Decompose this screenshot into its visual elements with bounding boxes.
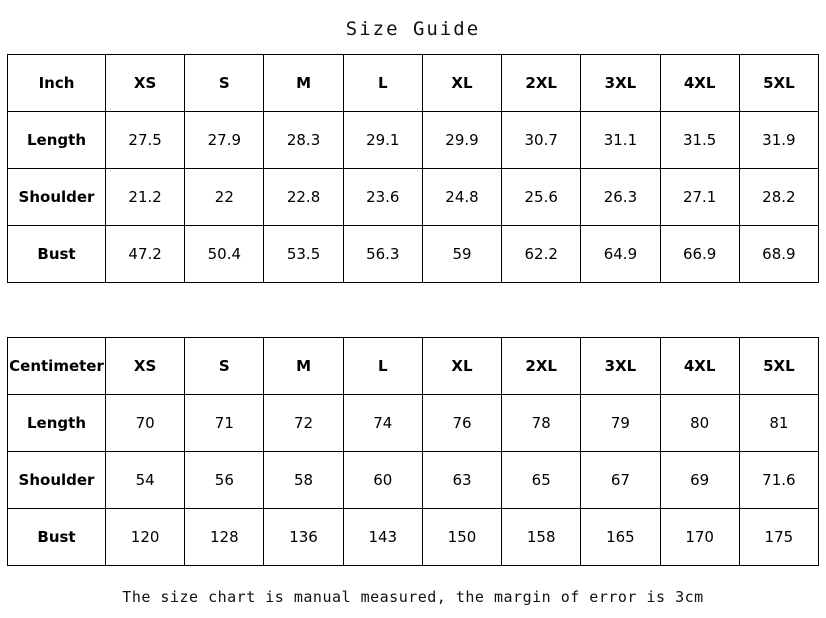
cell-value: 54 [106,452,185,509]
size-header-5xl: 5XL [739,338,818,395]
table-row [8,452,819,509]
cell-value: 31.9 [739,112,818,169]
cell-value: 76 [422,395,501,452]
cell-value: 70 [106,395,185,452]
size-header-xl: XL [422,55,501,112]
cell-value: 67 [581,452,660,509]
cell-value: 66.9 [660,226,739,283]
size-header-s: S [185,55,264,112]
cell-value: 170 [660,509,739,566]
cell-value: 29.1 [343,112,422,169]
size-header-2xl: 2XL [502,55,581,112]
cell-value: 81 [739,395,818,452]
cell-value: 62.2 [502,226,581,283]
cell-value: 56 [185,452,264,509]
cell-value: 24.8 [422,169,501,226]
cell-value: 60 [343,452,422,509]
size-table-inch [7,54,819,283]
table-spacer [0,283,826,337]
cell-value: 120 [106,509,185,566]
row-label-bust: Bust [8,226,106,283]
cell-value: 74 [343,395,422,452]
table-row [8,509,819,566]
cell-value: 27.9 [185,112,264,169]
cell-value: 143 [343,509,422,566]
cell-value: 30.7 [502,112,581,169]
cell-value: 64.9 [581,226,660,283]
cell-value: 25.6 [502,169,581,226]
cell-value: 28.2 [739,169,818,226]
cell-value: 71.6 [739,452,818,509]
row-label-length: Length [8,112,106,169]
row-label-shoulder: Shoulder [8,452,106,509]
cell-value: 69 [660,452,739,509]
table-row [8,169,819,226]
cell-value: 22 [185,169,264,226]
unit-label-centimeter: Centimeter [8,338,106,395]
cell-value: 53.5 [264,226,343,283]
unit-label-inch: Inch [8,55,106,112]
size-table-centimeter [7,337,819,566]
size-header-xs: XS [106,55,185,112]
cell-value: 150 [422,509,501,566]
page-title: Size Guide [345,18,481,40]
table-row [8,395,819,452]
cell-value: 79 [581,395,660,452]
size-header-l: L [343,338,422,395]
size-header-4xl: 4XL [660,338,739,395]
cell-value: 68.9 [739,226,818,283]
cell-value: 56.3 [343,226,422,283]
cell-value: 23.6 [343,169,422,226]
measurement-note: The size chart is manual measured, the margin of error is 3cm [122,588,704,606]
size-header-l: L [343,55,422,112]
cell-value: 31.1 [581,112,660,169]
cell-value: 27.5 [106,112,185,169]
cell-value: 26.3 [581,169,660,226]
cell-value: 47.2 [106,226,185,283]
cell-value: 175 [739,509,818,566]
size-header-3xl: 3XL [581,338,660,395]
size-header-5xl: 5XL [739,55,818,112]
size-header-m: M [264,55,343,112]
cell-value: 72 [264,395,343,452]
size-header-m: M [264,338,343,395]
cell-value: 21.2 [106,169,185,226]
size-header-xl: XL [422,338,501,395]
cell-value: 29.9 [422,112,501,169]
table-header-row [8,338,819,395]
cell-value: 59 [422,226,501,283]
cell-value: 165 [581,509,660,566]
cell-value: 50.4 [185,226,264,283]
cell-value: 28.3 [264,112,343,169]
cell-value: 128 [185,509,264,566]
cell-value: 71 [185,395,264,452]
row-label-length: Length [8,395,106,452]
cell-value: 65 [502,452,581,509]
size-header-3xl: 3XL [581,55,660,112]
cell-value: 58 [264,452,343,509]
cell-value: 158 [502,509,581,566]
cell-value: 80 [660,395,739,452]
size-header-s: S [185,338,264,395]
size-header-xs: XS [106,338,185,395]
cell-value: 27.1 [660,169,739,226]
row-label-bust: Bust [8,509,106,566]
cell-value: 78 [502,395,581,452]
size-header-2xl: 2XL [502,338,581,395]
size-header-4xl: 4XL [660,55,739,112]
cell-value: 63 [422,452,501,509]
table-row [8,112,819,169]
table-header-row [8,55,819,112]
row-label-shoulder: Shoulder [8,169,106,226]
cell-value: 22.8 [264,169,343,226]
cell-value: 136 [264,509,343,566]
table-row [8,226,819,283]
cell-value: 31.5 [660,112,739,169]
